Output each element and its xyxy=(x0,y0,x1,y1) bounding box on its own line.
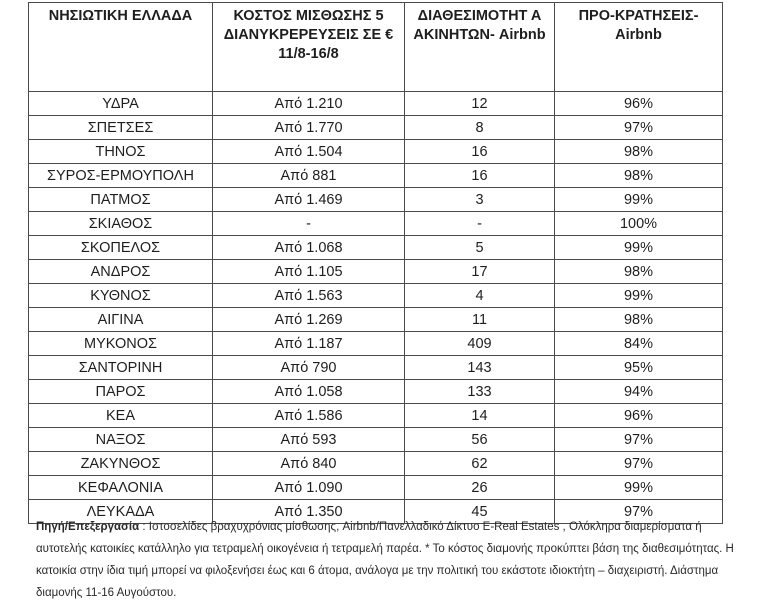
cell-rental-cost: Από 840 xyxy=(213,452,405,476)
cell-rental-cost: Από 1.269 xyxy=(213,308,405,332)
cell-availability: 62 xyxy=(405,452,555,476)
cell-bookings: 97% xyxy=(555,428,723,452)
cell-availability: 17 xyxy=(405,260,555,284)
cell-rental-cost: Από 1.058 xyxy=(213,380,405,404)
cell-bookings: 84% xyxy=(555,332,723,356)
cell-rental-cost: Από 1.469 xyxy=(213,188,405,212)
cell-island: ΣΥΡΟΣ-ΕΡΜΟΥΠΟΛΗ xyxy=(29,164,213,188)
cell-rental-cost: Από 1.770 xyxy=(213,116,405,140)
cell-island: ΣΑΝΤΟΡΙΝΗ xyxy=(29,356,213,380)
cell-bookings: 98% xyxy=(555,308,723,332)
cell-island: ΑΙΓΙΝΑ xyxy=(29,308,213,332)
table-row xyxy=(29,380,723,404)
cell-availability: 4 xyxy=(405,284,555,308)
cell-availability: 133 xyxy=(405,380,555,404)
cell-availability: 11 xyxy=(405,308,555,332)
header-island: ΝΗΣΙΩΤΙΚΗ ΕΛΛΑΔΑ xyxy=(29,3,213,92)
cell-island: ΑΝΔΡΟΣ xyxy=(29,260,213,284)
table-row xyxy=(29,452,723,476)
header-availability: ΔΙΑΘΕΣΙΜΟΤΗΤ Α ΑΚΙΝΗΤΩΝ- Airbnb xyxy=(405,3,555,92)
cell-rental-cost: Από 1.504 xyxy=(213,140,405,164)
islands-rental-table xyxy=(28,2,723,524)
cell-bookings: 99% xyxy=(555,284,723,308)
table-row xyxy=(29,164,723,188)
source-note-label: Πηγή/Επεξεργασία xyxy=(36,521,140,533)
cell-availability: 14 xyxy=(405,404,555,428)
table-body xyxy=(29,92,723,524)
table-row xyxy=(29,284,723,308)
cell-island: ΠΑΤΜΟΣ xyxy=(29,188,213,212)
cell-availability: 26 xyxy=(405,476,555,500)
cell-island: ΣΚΙΑΘΟΣ xyxy=(29,212,213,236)
table-row xyxy=(29,236,723,260)
cell-rental-cost: Από 593 xyxy=(213,428,405,452)
cell-availability: - xyxy=(405,212,555,236)
cell-bookings: 99% xyxy=(555,236,723,260)
cell-availability: 143 xyxy=(405,356,555,380)
cell-rental-cost: Από 1.187 xyxy=(213,332,405,356)
cell-rental-cost: Από 1.210 xyxy=(213,92,405,116)
cell-bookings: 98% xyxy=(555,140,723,164)
cell-bookings: 98% xyxy=(555,260,723,284)
cell-availability: 45 xyxy=(405,500,555,524)
cell-bookings: 97% xyxy=(555,116,723,140)
cell-bookings: 97% xyxy=(555,500,723,524)
cell-availability: 12 xyxy=(405,92,555,116)
cell-rental-cost: Από 1.586 xyxy=(213,404,405,428)
cell-rental-cost: Από 790 xyxy=(213,356,405,380)
cell-bookings: 97% xyxy=(555,452,723,476)
table-row xyxy=(29,188,723,212)
table-row xyxy=(29,140,723,164)
cell-rental-cost: Από 1.563 xyxy=(213,284,405,308)
cell-rental-cost: Από 1.090 xyxy=(213,476,405,500)
cell-availability: 16 xyxy=(405,140,555,164)
cell-island: ΚΕΦΑΛΟΝΙΑ xyxy=(29,476,213,500)
cell-island: ΜΥΚΟΝΟΣ xyxy=(29,332,213,356)
table-row xyxy=(29,356,723,380)
cell-bookings: 99% xyxy=(555,188,723,212)
cell-rental-cost: Από 881 xyxy=(213,164,405,188)
cell-availability: 5 xyxy=(405,236,555,260)
cell-availability: 3 xyxy=(405,188,555,212)
cell-availability: 8 xyxy=(405,116,555,140)
cell-island: ΣΠΕΤΣΕΣ xyxy=(29,116,213,140)
cell-availability: 409 xyxy=(405,332,555,356)
header-bookings: ΠΡΟ-ΚΡΑΤΗΣΕΙΣ- Airbnb xyxy=(555,3,723,92)
cell-island: ΚΕΑ xyxy=(29,404,213,428)
header-rental-cost: ΚΟΣΤΟΣ ΜΙΣΘΩΣΗΣ 5 ΔΙΑΝΥΚΡΕΡΕΥΣΕΙΣ ΣΕ € 11/8-16/8 xyxy=(213,3,405,92)
cell-rental-cost: - xyxy=(213,212,405,236)
cell-island: ΠΑΡΟΣ xyxy=(29,380,213,404)
cell-bookings: 99% xyxy=(555,476,723,500)
cell-island: ΝΑΞΟΣ xyxy=(29,428,213,452)
table-row xyxy=(29,212,723,236)
cell-rental-cost: Από 1.068 xyxy=(213,236,405,260)
table-row xyxy=(29,116,723,140)
cell-island: ΣΚΟΠΕΛΟΣ xyxy=(29,236,213,260)
source-note xyxy=(36,516,736,604)
table-row xyxy=(29,92,723,116)
cell-bookings: 96% xyxy=(555,404,723,428)
header-row xyxy=(29,3,723,92)
cell-island: ΖΑΚΥΝΘΟΣ xyxy=(29,452,213,476)
table-row xyxy=(29,476,723,500)
cell-bookings: 96% xyxy=(555,92,723,116)
cell-island: ΛΕΥΚΑΔΑ xyxy=(29,500,213,524)
source-note-text: : Ιστοσελίδες βραχυχρόνιας μίσθωσης, Airbnb/Πανελλαδικό Δίκτυο E-Real Estates , Ολόκληρα διαμερίσματα ή αυτοτελής κατοικίες κατάλληλο για τετραμελή οικογένεια ή τετραμελή παρέα. * Το κόστος διαμονής προκύπτει βάση της διαθεσιμότητας. Η κατοικία στην ίδια τιμή μπορεί να φιλοξενήσει έως και 6 άτομα, ανάλογα με την πολιτική του εκάστοτε ιδιοκτήτη – διαχειριστή. Διάστημα διαμονής 11-16 Αυγούστου. xyxy=(36,521,734,599)
table-row xyxy=(29,428,723,452)
cell-rental-cost: Από 1.350 xyxy=(213,500,405,524)
cell-availability: 16 xyxy=(405,164,555,188)
cell-bookings: 98% xyxy=(555,164,723,188)
cell-bookings: 95% xyxy=(555,356,723,380)
table-row xyxy=(29,332,723,356)
cell-bookings: 100% xyxy=(555,212,723,236)
cell-bookings: 94% xyxy=(555,380,723,404)
cell-island: ΚΥΘΝΟΣ xyxy=(29,284,213,308)
table-row xyxy=(29,260,723,284)
cell-availability: 56 xyxy=(405,428,555,452)
table-row xyxy=(29,308,723,332)
cell-island: ΥΔΡΑ xyxy=(29,92,213,116)
cell-rental-cost: Από 1.105 xyxy=(213,260,405,284)
cell-island: ΤΗΝΟΣ xyxy=(29,140,213,164)
table-row xyxy=(29,404,723,428)
